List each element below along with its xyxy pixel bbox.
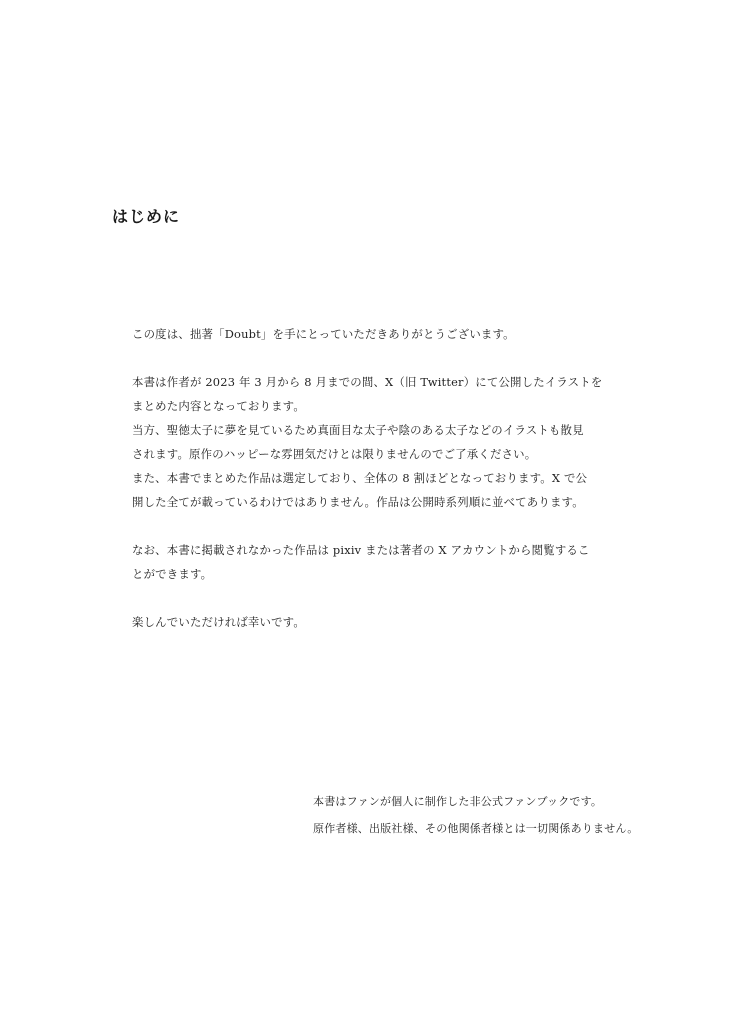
- paragraph-closing: [132, 610, 602, 634]
- text-line: 当方、聖徳太子に夢を見ているため真面目な太子や陰のある太子などのイラストも散見: [132, 423, 584, 437]
- page-title: はじめに: [112, 207, 181, 226]
- disclaimer: [313, 790, 693, 844]
- paragraph-archive: [132, 538, 602, 586]
- disclaimer-line: 原作者様、出版社様、その他関係者様とは一切関係ありません。: [313, 822, 639, 835]
- text-line: なお、本書に掲載されなかった作品は pixiv または著者の X アカウントから閲覧するこ: [132, 543, 590, 557]
- text-line: また、本書でまとめた作品は選定しており、全体の 8 割ほどとなっております。X で公: [132, 471, 588, 485]
- text-line: されます。原作のハッピーな雰囲気だけとは限りませんのでご了承ください。: [132, 447, 537, 461]
- disclaimer-line: 本書はファンが個人に制作した非公式ファンブックです。: [313, 795, 603, 808]
- paragraph-greeting: [132, 322, 602, 346]
- text-line: 楽しんでいただければ幸いです。: [132, 615, 305, 629]
- paragraph-about: [132, 370, 602, 514]
- intro-body: [132, 322, 602, 658]
- text-line: 開した全てが載っているわけではありません。作品は公開時系列順に並べてあります。: [132, 495, 584, 509]
- text-line: 本書は作者が 2023 年 3 月から 8 月までの間、X（旧 Twitter）にて公開したイラストを: [132, 375, 603, 389]
- text-line: この度は、拙著「Doubt」を手にとっていただきありがとうございます。: [132, 327, 515, 341]
- text-line: まとめた内容となっております。: [132, 399, 305, 413]
- text-line: とができます。: [132, 567, 213, 581]
